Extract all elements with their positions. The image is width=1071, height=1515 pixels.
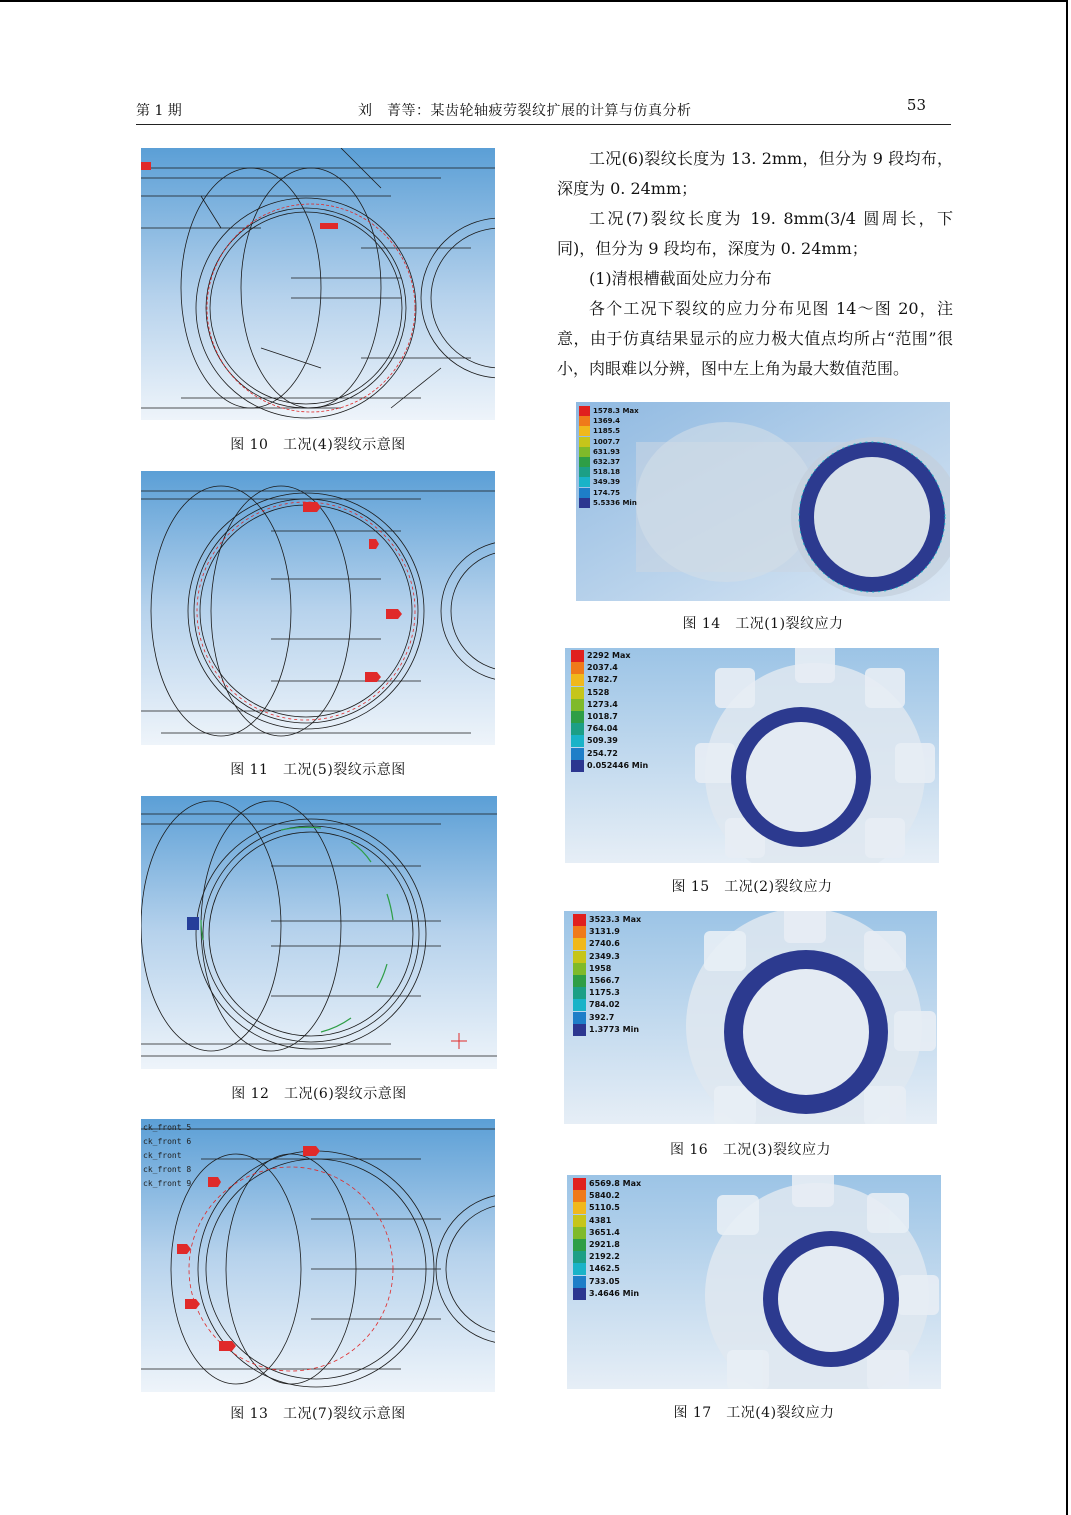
legend-swatch bbox=[573, 1012, 586, 1024]
figure-11-image bbox=[141, 471, 495, 745]
figure-15-caption: 图 15 工况(2)裂纹应力 bbox=[671, 879, 833, 895]
figure-17-legend bbox=[573, 1178, 641, 1300]
legend-value: 2037.4 bbox=[587, 663, 618, 673]
legend-swatch bbox=[571, 687, 584, 699]
legend-swatch bbox=[573, 1178, 586, 1190]
legend-swatch bbox=[579, 447, 590, 457]
legend-value: 1782.7 bbox=[587, 675, 618, 685]
legend-value: 1175.3 bbox=[589, 988, 620, 998]
figure-15-legend bbox=[571, 650, 648, 772]
paragraph-case-6: 工况(6)裂纹长度为 13. 2mm，但分为 9 段均布，深度为 0. 24mm； bbox=[557, 149, 953, 198]
legend-value: 632.37 bbox=[593, 457, 621, 466]
page-number: 53 bbox=[906, 96, 926, 114]
fig13-label-5: ck_front 9 bbox=[143, 1179, 192, 1188]
legend-value: 5110.5 bbox=[589, 1203, 620, 1213]
figure-12-image bbox=[141, 796, 497, 1069]
legend-swatch bbox=[579, 437, 590, 447]
page-border-right bbox=[1066, 0, 1068, 1515]
legend-swatch bbox=[573, 1202, 586, 1214]
figure-10-caption: 图 10 工况(4)裂纹示意图 bbox=[230, 437, 406, 453]
legend-value: 1958 bbox=[589, 963, 612, 973]
legend-value: 631.93 bbox=[593, 447, 621, 456]
legend-swatch bbox=[573, 963, 586, 975]
figure-13-caption: 图 13 工况(7)裂纹示意图 bbox=[230, 1406, 406, 1422]
figure-16-caption: 图 16 工况(3)裂纹应力 bbox=[669, 1142, 832, 1158]
figure-17-caption: 图 17 工况(4)裂纹应力 bbox=[673, 1405, 835, 1421]
legend-value: 4381 bbox=[589, 1215, 612, 1225]
legend-value: 1007.7 bbox=[593, 437, 621, 446]
legend-value: 1462.5 bbox=[589, 1264, 620, 1274]
legend-swatch bbox=[573, 1276, 586, 1288]
legend-swatch bbox=[571, 699, 584, 711]
legend-swatch bbox=[571, 735, 584, 747]
paragraph-stress-intro: 各个工况下裂纹的应力分布见图 14～图 20，注意，由于仿真结果显示的应力极大值点均所占“范围”很小，肉眼难以分辨，图中左上角为最大数值范围。 bbox=[557, 299, 953, 378]
legend-swatch bbox=[573, 1239, 586, 1251]
figure-17-image bbox=[567, 1175, 941, 1389]
legend-value: 3651.4 bbox=[589, 1227, 620, 1237]
running-header bbox=[136, 96, 951, 122]
legend-value: 2349.3 bbox=[589, 951, 620, 961]
legend-value: 509.39 bbox=[587, 736, 618, 746]
legend-value: 3131.9 bbox=[589, 927, 620, 937]
section-heading: (1)清根槽截面处应力分布 bbox=[589, 269, 772, 288]
figure-15-image bbox=[565, 648, 939, 863]
legend-min: 1.3773 Min bbox=[589, 1024, 640, 1034]
legend-swatch bbox=[573, 975, 586, 987]
legend-swatch bbox=[573, 951, 586, 963]
legend-swatch bbox=[571, 662, 584, 674]
fig13-label-1: ck_front 5 bbox=[143, 1123, 192, 1132]
legend-min: 0.052446 Min bbox=[587, 760, 649, 770]
legend-value: 764.04 bbox=[587, 724, 618, 734]
legend-swatch bbox=[573, 1251, 586, 1263]
legend-swatch bbox=[573, 987, 586, 999]
legend-swatch bbox=[573, 914, 586, 926]
legend-swatch bbox=[573, 999, 586, 1011]
legend-value: 5840.2 bbox=[589, 1191, 620, 1201]
figure-16-legend bbox=[573, 914, 641, 1036]
legend-swatch bbox=[571, 650, 584, 662]
legend-value: 1273.4 bbox=[587, 699, 618, 709]
body-text bbox=[557, 144, 953, 384]
legend-value: 1185.5 bbox=[593, 427, 621, 436]
legend-swatch bbox=[571, 748, 584, 760]
legend-swatch bbox=[573, 1215, 586, 1227]
figure-12-caption: 图 12 工况(6)裂纹示意图 bbox=[231, 1086, 407, 1102]
figure-14-image bbox=[576, 402, 950, 601]
legend-swatch bbox=[573, 938, 586, 950]
legend-value: 1528 bbox=[587, 687, 610, 697]
figure-16-image bbox=[564, 911, 937, 1124]
legend-max: 1578.3 Max bbox=[593, 407, 639, 415]
issue-number: 第 1 期 bbox=[136, 103, 182, 119]
legend-min: 5.5336 Min bbox=[593, 498, 637, 507]
figure-11-caption: 图 11 工况(5)裂纹示意图 bbox=[230, 762, 406, 778]
legend-swatch bbox=[573, 1288, 586, 1300]
legend-value: 1369.4 bbox=[593, 417, 621, 426]
legend-value: 174.75 bbox=[593, 488, 621, 497]
figure-10-image bbox=[141, 148, 495, 420]
legend-value: 2921.8 bbox=[589, 1239, 620, 1249]
legend-value: 733.05 bbox=[589, 1276, 620, 1286]
legend-swatch bbox=[573, 1263, 586, 1275]
fig13-label-4: ck_front 8 bbox=[143, 1165, 192, 1174]
legend-swatch bbox=[579, 488, 590, 498]
legend-value: 349.39 bbox=[593, 478, 621, 487]
legend-value: 518.18 bbox=[593, 468, 621, 477]
figure-13-image bbox=[141, 1119, 495, 1392]
figure-14-caption: 图 14 工况(1)裂纹应力 bbox=[682, 616, 844, 632]
legend-value: 2192.2 bbox=[589, 1252, 620, 1262]
legend-max: 2292 Max bbox=[587, 651, 631, 660]
legend-swatch bbox=[579, 498, 590, 508]
legend-swatch bbox=[579, 406, 590, 416]
legend-max: 3523.3 Max bbox=[589, 915, 642, 924]
legend-swatch bbox=[579, 416, 590, 426]
legend-swatch bbox=[573, 926, 586, 938]
running-title: 刘 菁等：某齿轮轴疲劳裂纹扩展的计算与仿真分析 bbox=[358, 103, 692, 119]
legend-swatch bbox=[571, 674, 584, 686]
legend-swatch bbox=[573, 1024, 586, 1036]
fig13-label-3: ck_front bbox=[143, 1151, 182, 1160]
legend-swatch bbox=[579, 457, 590, 467]
legend-swatch bbox=[573, 1190, 586, 1202]
legend-swatch bbox=[579, 426, 590, 436]
fig13-label-2: ck_front 6 bbox=[143, 1137, 192, 1146]
legend-swatch bbox=[571, 760, 584, 772]
legend-min: 3.4646 Min bbox=[589, 1288, 640, 1298]
figure-14-legend bbox=[579, 406, 639, 508]
legend-value: 254.72 bbox=[587, 748, 618, 758]
legend-max: 6569.8 Max bbox=[589, 1179, 642, 1188]
header-rule bbox=[136, 124, 951, 125]
legend-swatch bbox=[571, 711, 584, 723]
legend-swatch bbox=[573, 1227, 586, 1239]
legend-swatch bbox=[571, 723, 584, 735]
legend-value: 2740.6 bbox=[589, 939, 620, 949]
legend-value: 1018.7 bbox=[587, 711, 618, 721]
legend-swatch bbox=[579, 477, 590, 487]
legend-value: 1566.7 bbox=[589, 975, 620, 985]
legend-swatch bbox=[579, 467, 590, 477]
page-border-top bbox=[0, 0, 1068, 2]
paragraph-case-7: 工况(7)裂纹长度为 19. 8mm(3/4 圆周长，下同)，但分为 9 段均布，深度为 0. 24mm； bbox=[557, 209, 953, 258]
legend-value: 784.02 bbox=[589, 1000, 620, 1010]
legend-value: 392.7 bbox=[589, 1012, 615, 1022]
